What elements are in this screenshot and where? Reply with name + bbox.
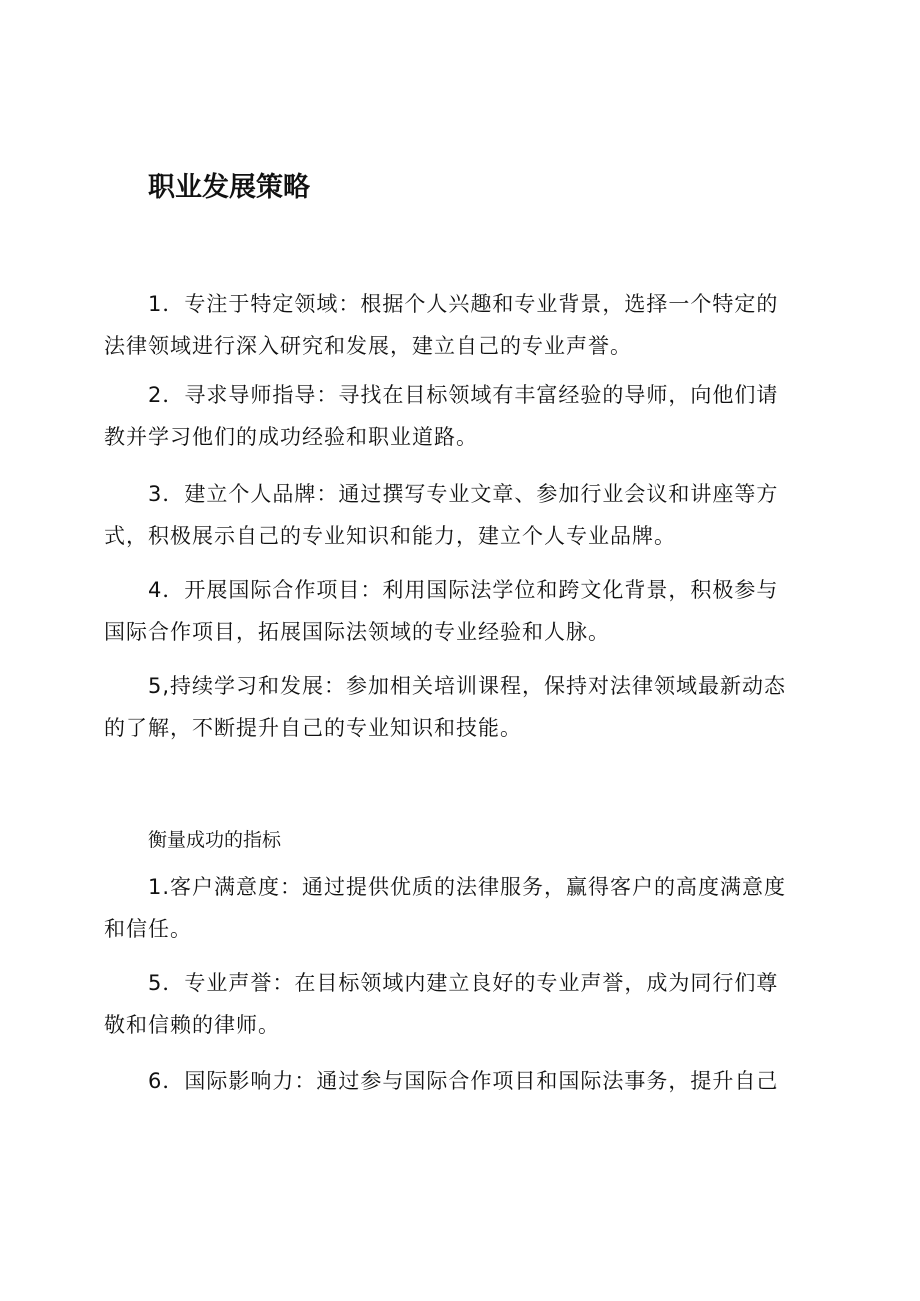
strategy-item-2-line-2: 教并学习他们的成功经验和职业道路。 bbox=[104, 425, 478, 449]
metric-item-3 bbox=[104, 1060, 820, 1102]
metric-item-1-line-1: 1.客户满意度：通过提供优质的法律服务，赢得客户的高度满意度 bbox=[148, 875, 787, 899]
strategy-item-5-line-2: 的了解，不断提升自己的专业知识和技能。 bbox=[104, 716, 522, 740]
strategy-item-2-line-1: 2．寻求导师指导：寻找在目标领域有丰富经验的导师，向他们请 bbox=[148, 383, 779, 407]
page-title: 职业发展策略 bbox=[148, 172, 310, 203]
strategy-item-3 bbox=[104, 473, 820, 557]
strategy-item-2 bbox=[104, 374, 820, 458]
strategy-item-4-line-1: 4．开展国际合作项目：利用国际法学位和跨文化背景，积极参与 bbox=[148, 578, 779, 602]
strategy-item-1 bbox=[104, 283, 820, 367]
strategy-item-5 bbox=[104, 665, 820, 749]
metric-item-2-line-2: 敬和信赖的律师。 bbox=[104, 1013, 280, 1037]
strategy-item-5-line-1: 5,持续学习和发展：参加相关培训课程，保持对法律领域最新动态 bbox=[148, 674, 787, 698]
metric-item-3-line-1: 6．国际影响力：通过参与国际合作项目和国际法事务，提升自己 bbox=[148, 1069, 779, 1093]
strategy-item-3-line-1: 3．建立个人品牌：通过撰写专业文章、参加行业会议和讲座等方 bbox=[148, 482, 779, 506]
strategy-item-4 bbox=[104, 569, 820, 653]
metric-item-1-line-2: 和信任。 bbox=[104, 917, 192, 941]
strategy-item-3-line-2: 式，积极展示自己的专业知识和能力，建立个人专业品牌。 bbox=[104, 524, 676, 548]
metrics-heading: 衡量成功的指标 bbox=[148, 829, 282, 851]
strategy-item-1-line-1: 1．专注于特定领域：根据个人兴趣和专业背景，选择一个特定的 bbox=[148, 292, 779, 316]
strategy-item-1-line-2: 法律领域进行深入研究和发展，建立自己的专业声誉。 bbox=[104, 334, 632, 358]
metric-item-2-line-1: 5．专业声誉：在目标领域内建立良好的专业声誉，成为同行们尊 bbox=[148, 971, 779, 995]
metric-item-1 bbox=[104, 866, 820, 950]
strategy-item-4-line-2: 国际合作项目，拓展国际法领域的专业经验和人脉。 bbox=[104, 620, 610, 644]
metric-item-2 bbox=[104, 962, 820, 1046]
